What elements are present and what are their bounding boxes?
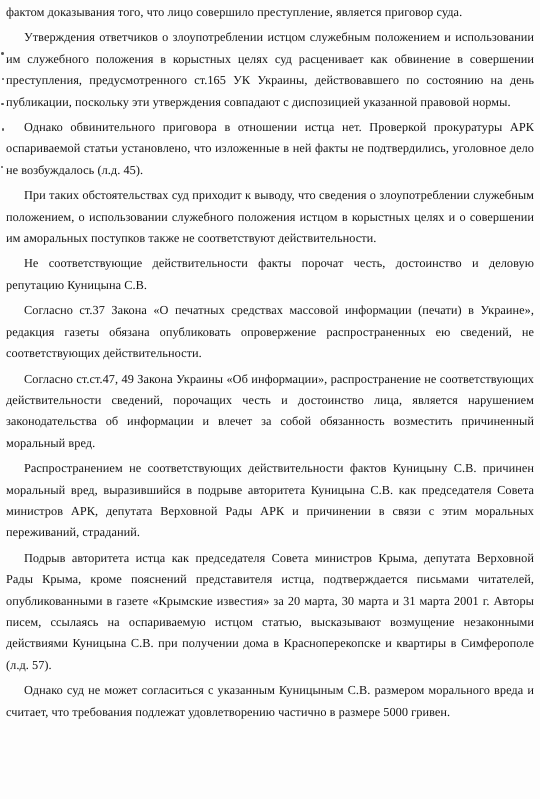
scan-speck <box>1 52 4 55</box>
scan-speck <box>1 166 3 168</box>
paragraph: фактом доказывания того, что лицо совершило преступление, является приговор суда. <box>6 5 463 19</box>
scan-speck <box>1 103 4 105</box>
paragraph: Однако суд не может согласиться с указанным Куницыным С.В. размером морального вреда и считает, что требования подлежат удовлетворению частично в размере 5000 гривен. <box>6 683 534 719</box>
document-body <box>6 2 534 727</box>
scan-speck <box>2 78 4 80</box>
paragraph: Утверждения ответчиков о злоупотреблении истцом служебным положением и использовании им служебного положения в корыстных целях суд расценивает как обвинение в совершении преступления, предусмотренного ст.165 УК Украины, действовавшего по состоянию на день публикации, поскольку эти утверждения совпадают с диспозицией указанной правовой нормы. <box>6 30 534 109</box>
scan-speck <box>2 128 4 131</box>
paragraph: Не соответствующие действительности факты порочат честь, достоинство и деловую репутацию Куницына С.В. <box>6 256 534 292</box>
paragraph: Подрыв авторитета истца как председателя Совета министров Крыма, депутата Верховной Рады Крыма, кроме пояснений представителя истца, подтверждается письмами читателей, опубликованными в газете «Крымские известия» за 20 марта, 30 марта и 31 марта 2001 г. Авторы писем, ссылаясь на оспариваемую истцом статью, высказывают возмущение незаконными действиями Куницына С.В. при получении дома в Красноперекопске и квартиры в Симферополе (л.д. 57). <box>6 550 534 672</box>
paragraph: При таких обстоятельствах суд приходит к выводу, что сведения о злоупотреблении служебным положением, о использовании служебного положения истцом в корыстных целях и о совершении им аморальных поступков также не соответствуют действительности. <box>6 188 534 246</box>
paragraph: Однако обвинительного приговора в отношении истца нет. Проверкой прокуратуры АРК оспариваемой статьи установлено, что изложенные в ней факты не подтвердились, уголовное дело не возбуждалось (л.д. 45). <box>6 120 534 177</box>
paragraph: Согласно ст.37 Закона «О печатных средствах массовой информации (печати) в Украине», редакция газеты обязана опубликовать опровержение распространенных ею сведений, не соответствующих действительности. <box>6 303 534 361</box>
paragraph: Согласно ст.ст.47, 49 Закона Украины «Об информации», распространение не соответствующих действительности сведений, порочащих честь и достоинство лица, является нарушением законодательства об информации и влечет за собой обязанность возместить причиненный моральный вред. <box>6 371 534 450</box>
paragraph: Распространением не соответствующих действительности фактов Куницыну С.В. причинен моральный вред, выразившийся в подрыве авторитета Куницына С.В. как председателя Совета министров АРК, депутата Верховной Рады АРК и причинении в связи с этим моральных переживаний, страданий. <box>6 461 534 540</box>
